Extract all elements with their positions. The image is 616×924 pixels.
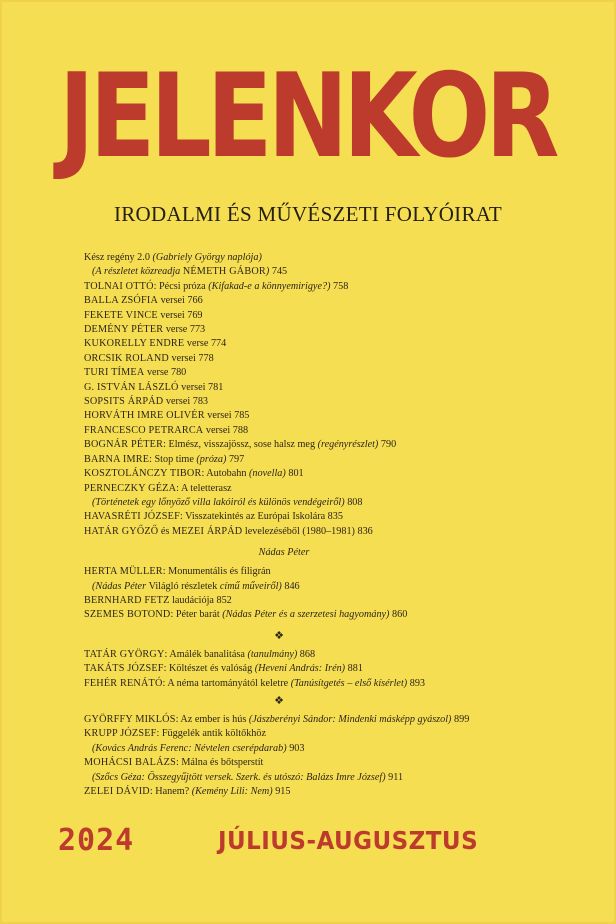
toc-author: PERNECZKY GÉZA	[84, 482, 177, 494]
toc-group-studies	[84, 648, 584, 691]
table-of-contents	[84, 251, 584, 799]
toc-text: 893	[407, 677, 425, 689]
toc-text: 868	[297, 648, 316, 660]
toc-note: (próza)	[196, 453, 227, 465]
toc-note: (Kifakad-e a könnyemirigye?)	[208, 280, 331, 292]
toc-note: (Gabriely György naplója)	[152, 252, 262, 263]
toc-entry	[84, 608, 584, 622]
separator-ornament: ❖	[274, 694, 284, 707]
toc-entry	[84, 352, 584, 366]
toc-text: versei 785	[204, 410, 250, 422]
toc-author: FRANCESCO PETRARCA	[84, 424, 204, 436]
toc-author: ORCSIK ROLAND	[84, 352, 169, 364]
toc-text: versei 769	[157, 309, 203, 321]
toc-note: (regényrészlet)	[317, 439, 379, 451]
toc-author: HORVÁTH IMRE OLIVÉR	[84, 410, 205, 422]
toc-author: FEKETE VINCE	[84, 309, 158, 321]
toc-entry	[84, 525, 584, 539]
toc-entry	[84, 337, 584, 351]
toc-text: levelezéséből (1980–1981) 836	[242, 525, 373, 537]
toc-text: versei 783	[163, 396, 209, 408]
toc-note: (Jászberényi Sándor: Mindenki másképp gyászol)	[248, 713, 452, 725]
toc-text: : Az ember is hús	[175, 713, 249, 725]
toc-entry	[84, 294, 584, 308]
toc-entry	[84, 381, 584, 395]
toc-author: HERTA MÜLLER	[84, 566, 163, 578]
masthead-title: JELENKOR	[58, 49, 555, 184]
toc-note: (Szőcs Géza: Összegyűjtött versek. Szerk. és utószó: Balázs Imre József)	[92, 771, 386, 783]
toc-entry	[84, 251, 584, 265]
toc-entry	[84, 467, 584, 481]
toc-text: : Pécsi próza	[153, 280, 209, 292]
toc-text: : Monumentális és filigrán	[162, 566, 271, 578]
toc-text: 860	[389, 609, 408, 621]
toc-note: (Kovács András Ferenc: Névtelen cserépdarab)	[92, 742, 287, 754]
toc-author: SZEMES BOTOND	[84, 609, 171, 621]
toc-author: BERNHARD FETZ	[84, 594, 170, 606]
toc-text: : Stop time	[149, 453, 197, 465]
toc-author: GYÖRFFY MIKLÓS	[84, 713, 176, 725]
toc-group-main	[84, 251, 584, 539]
toc-author: G. ISTVÁN LÁSZLÓ	[84, 381, 179, 393]
toc-entry-subline	[84, 580, 584, 594]
toc-entry	[84, 395, 584, 409]
toc-author: TURI TÍMEA	[84, 367, 145, 379]
toc-entry	[84, 756, 584, 770]
toc-entry-subline	[84, 742, 584, 756]
toc-entry	[84, 727, 584, 741]
toc-text: : A teletterasz	[176, 482, 232, 494]
toc-author: DEMÉNY PÉTER	[84, 324, 164, 336]
toc-note: (A részletet közreadja	[92, 266, 183, 278]
toc-text: 758	[330, 280, 349, 292]
toc-text: : Péter barát	[170, 609, 223, 621]
toc-entry	[84, 565, 584, 579]
toc-author: KUKORELLY ENDRE	[84, 338, 185, 350]
toc-entry	[84, 713, 584, 727]
toc-text: : Költészet és valóság	[163, 663, 255, 675]
toc-note: című műveiről)	[217, 580, 282, 592]
toc-author: ZELEI DÁVID	[84, 786, 150, 797]
toc-author: KOSZTOLÁNCZY TIBOR	[84, 468, 202, 480]
toc-text: verse 774	[184, 338, 227, 350]
toc-note: (Kemény Lili: Nem)	[191, 786, 273, 797]
separator-ornament: ❖	[274, 629, 284, 642]
toc-text: : Hanem?	[149, 786, 192, 797]
toc-note: (Történetek egy lőnyöző villa lakóiról és különös vendégeiről)	[92, 496, 345, 508]
toc-entry	[84, 424, 584, 438]
toc-text: versei 788	[203, 424, 249, 436]
toc-entry-subline	[84, 496, 584, 510]
toc-author: HAVASRÉTI JÓZSEF	[84, 511, 180, 523]
toc-text: 911	[385, 771, 404, 783]
toc-entry	[84, 510, 584, 524]
toc-entry	[84, 309, 584, 323]
toc-author: MEZEI ÁRPÁD	[171, 525, 243, 537]
toc-note: (Nádas Péter és a szerzetesi hagyomány)	[222, 609, 390, 621]
toc-entry	[84, 280, 584, 294]
toc-text: 881	[345, 663, 363, 675]
toc-author: SOPSITS ÁRPÁD	[84, 396, 164, 408]
toc-text: verse 773	[163, 324, 206, 336]
toc-author: TOLNAI OTTÓ	[84, 280, 154, 292]
toc-group-nadas	[84, 565, 584, 623]
toc-entry	[84, 677, 584, 691]
toc-text: 801	[285, 468, 304, 480]
toc-text: : Függelék antik költőkhöz	[156, 728, 267, 740]
toc-text: versei 766	[158, 295, 203, 307]
toc-text: 915	[272, 786, 291, 797]
issue-year: 2024	[58, 823, 135, 858]
toc-text: : Autobahn	[201, 468, 250, 480]
toc-entry	[84, 594, 584, 608]
toc-text: 846	[281, 580, 300, 592]
toc-text: : Visszatekintés az Európai Iskolára 835	[179, 511, 343, 523]
toc-entry-subline	[84, 771, 584, 785]
issue-months: JÚLIUS-AUGUSZTUS	[218, 826, 479, 855]
toc-entry	[84, 482, 584, 496]
toc-entry	[84, 453, 584, 467]
toc-text: 808	[344, 496, 363, 508]
toc-author: TATÁR GYÖRGY	[84, 648, 165, 660]
toc-group-reviews	[84, 713, 584, 799]
toc-author: BOGNÁR PÉTER	[84, 439, 164, 451]
section-title: Nádas Péter	[258, 547, 310, 559]
toc-note: (tanulmány)	[247, 648, 298, 660]
toc-author: HATÁR GYŐZŐ	[84, 525, 159, 537]
toc-text: : Elmész, visszajössz, sose halsz meg	[163, 439, 318, 451]
toc-author: BARNA IMRE	[84, 453, 150, 465]
toc-entry	[84, 409, 584, 423]
toc-entry	[84, 366, 584, 380]
toc-text: verse 780	[144, 367, 187, 379]
toc-author: KRUPP JÓZSEF	[84, 728, 157, 740]
toc-note: (novella)	[249, 468, 286, 480]
toc-text: 899	[451, 713, 470, 725]
magazine-subtitle: IRODALMI ÉS MŰVÉSZETI FOLYÓIRAT	[113, 202, 503, 226]
toc-text: 790	[378, 439, 397, 451]
toc-text: Kész regény 2.0	[84, 252, 153, 263]
toc-author: TAKÁTS JÓZSEF	[84, 663, 164, 675]
toc-text: : A néma tartományától keletre	[162, 677, 291, 689]
toc-text: laudációja 852	[169, 594, 232, 606]
toc-text: versei 781	[178, 381, 224, 393]
toc-text: 745	[269, 266, 288, 278]
toc-author: FEHÉR RENÁTÓ	[84, 677, 163, 689]
toc-text: 903	[286, 742, 305, 754]
toc-entry-subline	[84, 265, 584, 279]
toc-entry	[84, 785, 584, 799]
toc-text: : Amálék banalitása	[164, 648, 248, 660]
toc-author: NÉMETH GÁBOR	[182, 266, 266, 278]
toc-note: (Nádas Péter	[92, 580, 149, 592]
toc-text: : Málna és bőtsperstít	[175, 757, 264, 769]
toc-text: 797	[226, 453, 245, 465]
toc-author: BALLA ZSÓFIA	[84, 295, 159, 307]
toc-entry	[84, 662, 584, 676]
toc-text: Világló részletek	[148, 580, 218, 592]
toc-note: (Tanúsítgetés – első kísérlet)	[290, 677, 408, 689]
toc-author: MOHÁCSI BALÁZS	[84, 757, 176, 769]
toc-entry	[84, 323, 584, 337]
toc-text: versei 778	[168, 352, 214, 364]
toc-note: (Heveni András: Irén)	[254, 663, 346, 675]
toc-text: és	[158, 525, 172, 537]
toc-note: )	[265, 266, 270, 278]
toc-entry	[84, 648, 584, 662]
toc-entry	[84, 438, 584, 452]
